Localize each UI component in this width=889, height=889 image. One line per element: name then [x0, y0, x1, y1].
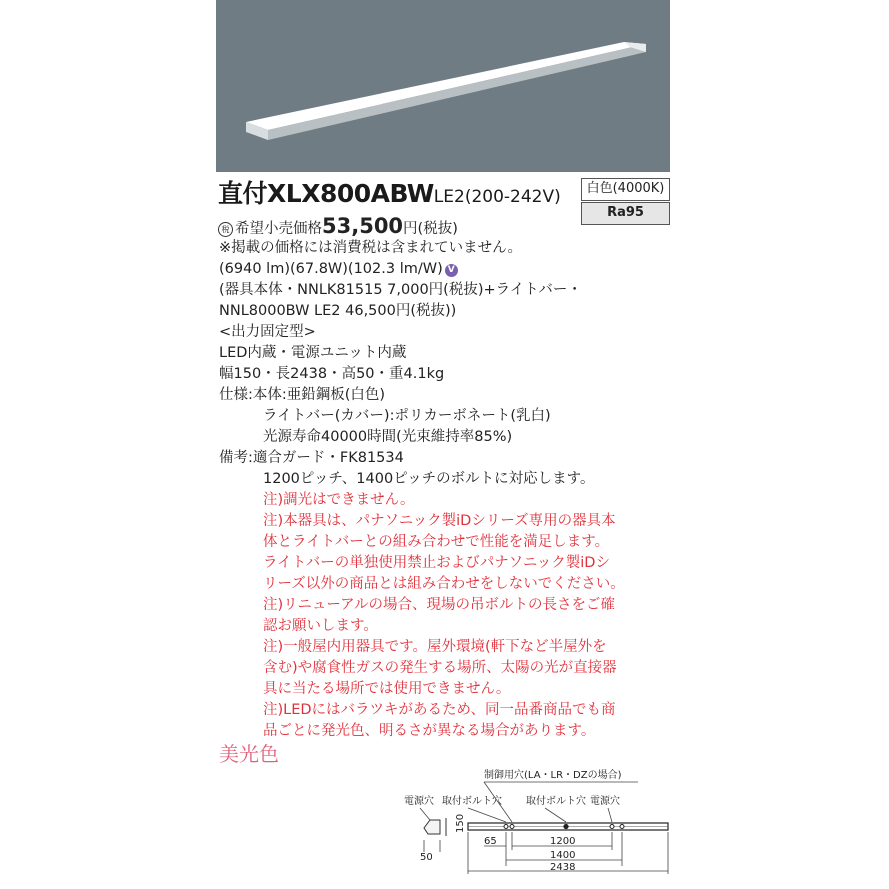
note-line: 注)LEDにはバラツキがあるため、同一品番商品でも商 — [263, 702, 616, 718]
note-line: リーズ以外の商品とは組み合わせをしないでください。 — [263, 576, 625, 592]
note-line: 注)調光はできません。 — [263, 492, 415, 508]
note-line: 注)リニューアルの場合、現場の吊ボルトの長さをご確 — [263, 597, 616, 613]
dim-1200: 1200 — [550, 836, 576, 847]
v-mark-icon: V — [445, 264, 458, 277]
spec-line: 1200ピッチ、1400ピッチのボルトに対応します。 — [263, 471, 595, 487]
spec-line: (器具本体・NNLK81515 7,000円(税抜)+ライトバー・ — [219, 282, 582, 298]
label-bolt-hole-left: 取付ボルト穴 — [442, 796, 502, 807]
label-control-hole: 制御用穴(LA・LR・DZの場合) — [484, 770, 622, 781]
note-line: 品ごとに発光色、明るさが異なる場合があります。 — [263, 723, 596, 739]
note-line: 含む)や腐食性ガスの発生する場所、太陽の光が直接器 — [263, 660, 617, 676]
spec-line-lumen — [219, 259, 458, 280]
note-line: 注)本器具は、パナソニック製iDシリーズ専用の器具本 — [263, 513, 616, 529]
spec-line: 仕様:本体:亜鉛鋼板(白色) — [219, 387, 386, 403]
dim-150: 150 — [455, 813, 466, 833]
dim-65: 65 — [484, 836, 497, 847]
note-line: 具に当たる場所では使用できません。 — [263, 681, 511, 697]
spec-line: NNL8000BW LE2 46,500円(税抜)) — [219, 303, 457, 319]
label-power-hole-left: 電源穴 — [404, 796, 434, 807]
price-note: ※掲載の価格には消費税は含まれていません。 — [219, 240, 523, 256]
product-title — [218, 174, 561, 210]
product-photo — [216, 0, 670, 172]
label-bolt-hole-right: 取付ボルト穴 — [526, 796, 586, 807]
voltage: (200-242V) — [464, 187, 561, 207]
spec-text: (6940 lm)(67.8W)(102.3 lm/W) — [219, 261, 443, 277]
spec-line: LED内蔵・電源ユニット内蔵 — [219, 345, 407, 361]
spec-line: <出力固定型> — [219, 324, 316, 340]
spec-line: 光源寿命40000時間(光束維持率85%) — [263, 429, 513, 445]
light-fixture-illustration — [216, 0, 670, 172]
title-prefix: 直付 — [218, 179, 268, 208]
bikou-label: 美光色 — [219, 742, 279, 766]
dimension-diagram — [380, 762, 680, 877]
model-suffix: LE2 — [433, 187, 465, 207]
spec-line: 備考:適合ガード・FK81534 — [219, 450, 404, 466]
price-label: 希望小売価格 — [235, 221, 322, 237]
price-value: 53,500 — [322, 214, 404, 238]
dim-2438: 2438 — [550, 862, 576, 873]
dim-1400: 1400 — [550, 850, 576, 861]
note-line: 認お願いします。 — [263, 618, 378, 634]
price-unit: 円(税抜) — [403, 221, 458, 237]
ra-badge: Ra95 — [581, 202, 670, 225]
note-line: 体とライトバーとの組み合わせで性能を満足します。 — [263, 534, 610, 550]
tax-circle-icon: 税 — [218, 222, 233, 237]
note-line: 注)一般屋内用器具です。屋外環境(軒下など半屋外を — [263, 639, 607, 655]
spec-line: 幅150・長2438・高50・重4.1kg — [219, 366, 445, 382]
price-row — [218, 214, 458, 238]
model-number: XLX800ABW — [267, 179, 434, 208]
label-power-hole-right: 電源穴 — [590, 796, 620, 807]
note-line: ライトバーの単独使用禁止およびパナソニック製iDシ — [263, 555, 610, 571]
dim-50: 50 — [420, 852, 433, 863]
spec-line: ライトバー(カバー):ポリカーボネート(乳白) — [263, 408, 551, 424]
color-temp-badge: 白色(4000K) — [581, 178, 670, 201]
